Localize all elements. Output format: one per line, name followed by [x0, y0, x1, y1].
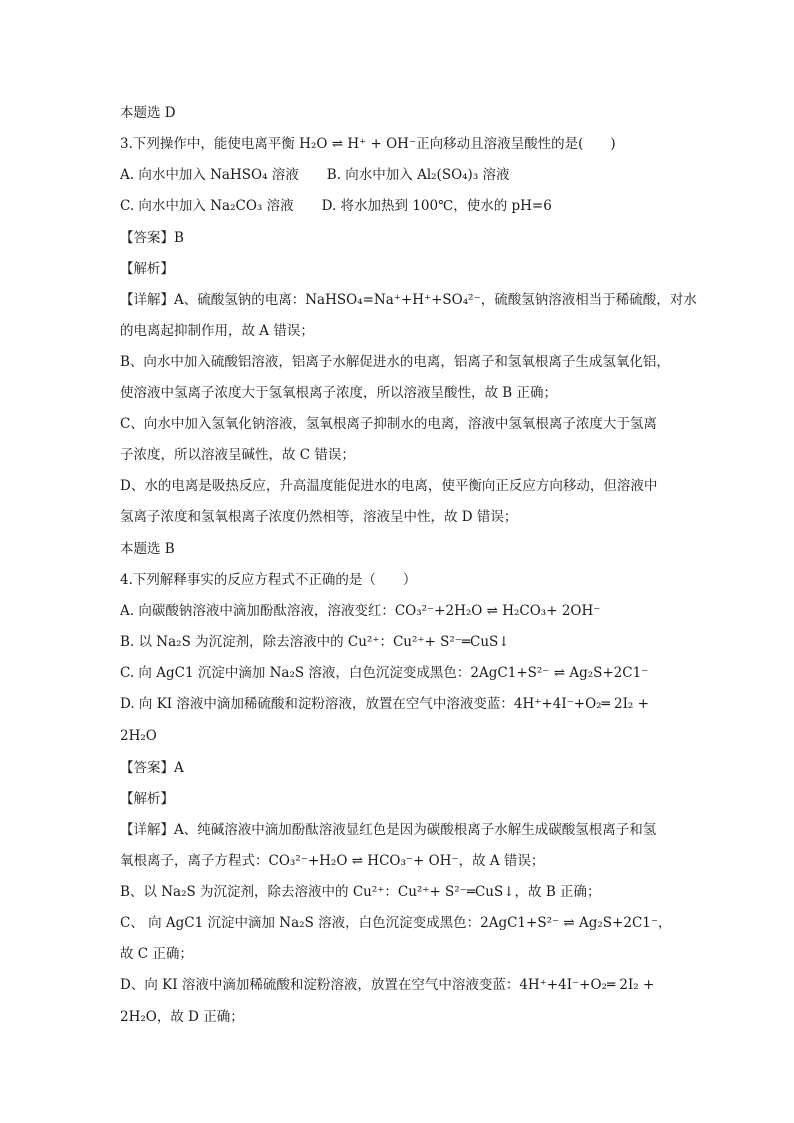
question-3-stem: 3.下列操作中，能使电离平衡 H₂O ⇌ H⁺ + OH⁻正向移动且溶液呈酸性的是( ) [120, 136, 616, 152]
text-line: D、水的电离是吸热反应，升高温度能促进水的电离，使平衡向正反应方向移动，但溶液中 [120, 478, 658, 494]
text-line: 故 C 正确； [120, 946, 193, 962]
text-line: 的电离起抑制作用，故 A 错误； [120, 323, 314, 339]
option-d: D. 将水加热到 100℃，使水的 pH=6 [321, 198, 552, 214]
text-line: B、向水中加入硫酸铝溶液，铝离子水解促进水的电离，铝离子和氢氧根离子生成氢氧化铝， [120, 354, 670, 370]
text-line: 本题选 D [120, 105, 176, 121]
text-line: 本题选 B [120, 541, 175, 557]
question-4-stem: 4.下列解释事实的反应方程式不正确的是（ ） [120, 572, 417, 588]
question-3-options-cd [120, 197, 680, 215]
analysis-label: 【解析】 [120, 261, 174, 277]
text-line: 2H₂O [120, 728, 157, 744]
text-line: D、向 KI 溶液中滴加稀硫酸和淀粉溶液，放置在空气中溶液变蓝：4H⁺+4I⁻+O₂═ 2I₂ + [120, 977, 655, 993]
option-a: A. 向水中加入 NaHSO₄ 溶液 [120, 167, 299, 183]
option-a: A. 向碳酸钠溶液中滴加酚酞溶液，溶液变红：CO₃²⁻+2H₂O ⇌ H₂CO₃+ 2OH⁻ [120, 603, 601, 619]
text-line: C、 向 AgC1 沉淀中滴加 Na₂S 溶液，白色沉淀变成黑色：2AgC1+S²⁻ ⇌ Ag₂S+2C1⁻， [120, 915, 672, 931]
option-b: B. 向水中加入 Al₂(SO₄)₃ 溶液 [326, 167, 510, 183]
text-line: C、向水中加入氢氧化钠溶液，氢氧根离子抑制水的电离，溶液中氢氧根离子浓度大于氢离 [120, 416, 657, 432]
text-line: 氧根离子，离子方程式：CO₃²⁻+H₂O ⇌ HCO₃⁻+ OH⁻，故 A 错误； [120, 853, 545, 869]
text-line: 【详解】A、硫酸氢钠的电离：NaHSO₄=Na⁺+H⁺+SO₄²⁻，硫酸氢钠溶液相当于稀硫酸，对水 [120, 292, 697, 308]
option-b: B. 以 Na₂S 为沉淀剂，除去溶液中的 Cu²⁺：Cu²⁺+ S²⁻═CuS↓ [120, 634, 510, 650]
text-line: 氢离子浓度和氢氧根离子浓度仍然相等，溶液呈中性，故 D 错误； [120, 509, 518, 525]
analysis-label: 【解析】 [120, 791, 174, 807]
option-c: C. 向水中加入 Na₂CO₃ 溶液 [120, 198, 294, 214]
text-line: 子浓度，所以溶液呈碱性，故 C 错误； [120, 447, 355, 463]
answer-label: 【答案】B [120, 230, 184, 246]
text-line: 2H₂O，故 D 正确； [120, 1009, 244, 1025]
option-c: C. 向 AgC1 沉淀中滴加 Na₂S 溶液，白色沉淀变成黑色：2AgC1+S²⁻ ⇌ Ag₂S+2C1⁻ [120, 665, 649, 681]
option-d: D. 向 KI 溶液中滴加稀硫酸和淀粉溶液，放置在空气中溶液变蓝：4H⁺+4I⁻+O₂═ 2I₂ + [120, 696, 649, 712]
question-3-options-ab [120, 166, 680, 184]
text-line: 【详解】A、纯碱溶液中滴加酚酞溶液显红色是因为碳酸根离子水解生成碳酸氢根离子和氢 [120, 822, 657, 838]
text-line: B、以 Na₂S 为沉淀剂，除去溶液中的 Cu²⁺：Cu²⁺+ S²⁻═CuS↓，故 B 正确； [120, 884, 601, 900]
text-line: 使溶液中氢离子浓度大于氢氧根离子浓度，所以溶液呈酸性，故 B 正确； [120, 385, 558, 401]
answer-label: 【答案】A [120, 760, 184, 776]
